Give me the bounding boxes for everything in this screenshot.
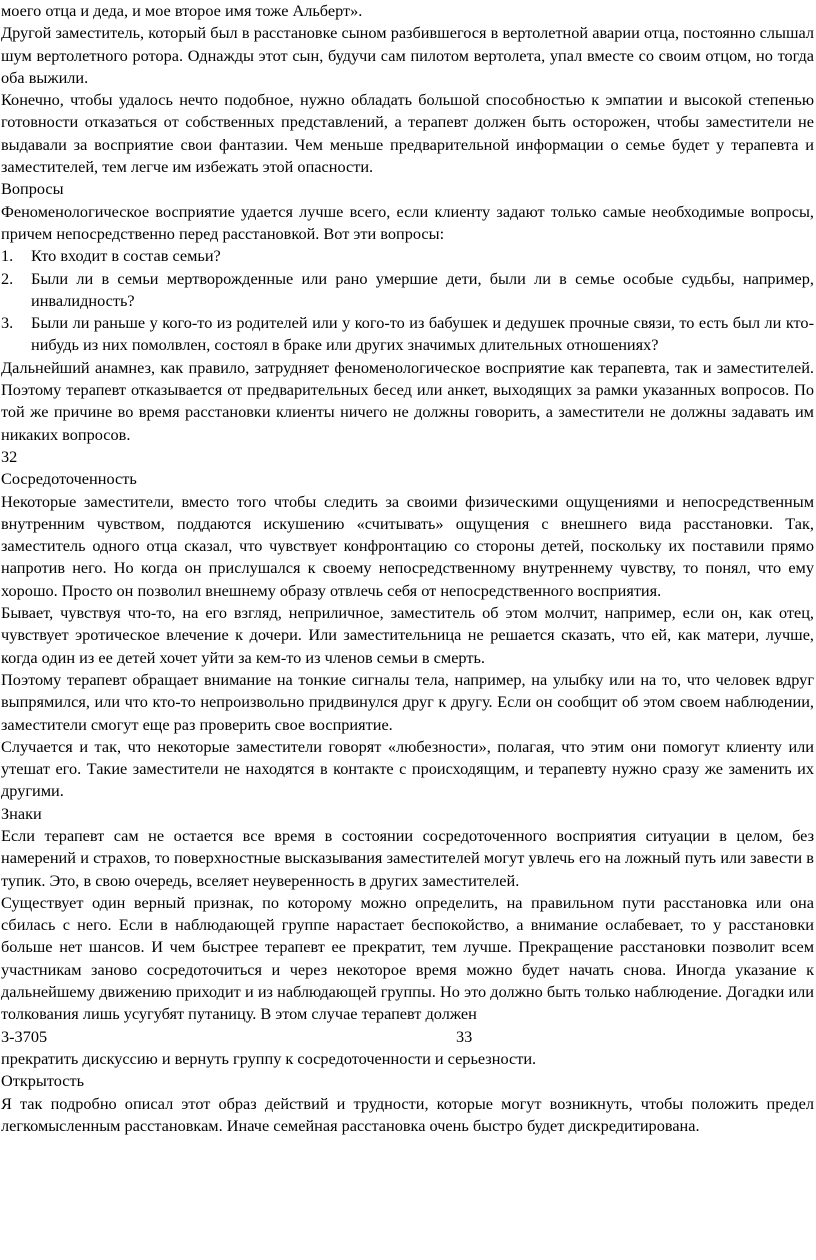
heading-openness: Открытость bbox=[1, 1071, 85, 1091]
heading-signs: Знаки bbox=[1, 803, 42, 823]
paragraph-anamnesis: Дальнейший анамнез, как правило, затрудняет феноменологическое восприятие как терапевта, так и заместителей. Поэтому терапевт отказывается от предварительных бесед или анкет, выходящих за рамки указанных вопросов. По той же причине во время расстановки клиенты ничего не должны говорить, а заместители не должны задавать им никаких вопросов. bbox=[1, 357, 814, 444]
document-page bbox=[1, 0, 814, 1137]
list-item bbox=[1, 245, 814, 267]
page-footer bbox=[1, 1026, 814, 1048]
paragraph-body-signals: Поэтому терапевт обращает внимание на тонкие сигналы тела, например, на улыбку или на то, что человек вдруг выпрямился, или что кто-то непроизвольно придвинулся друг к другу. Если он сообщит об этом своем наблюдении, заместители смогут еще раз проверить свое восприятие. bbox=[1, 669, 814, 734]
paragraph-openness: Я так подробно описал этот образ действий и трудности, которые могут возникнуть, чтобы положить предел легкомысленным расстановкам. Иначе семейная расстановка очень быстро будет дискредитирована. bbox=[1, 1093, 814, 1135]
paragraph-focused-perception: Если терапевт сам не остается все время в состоянии сосредоточенного восприятия ситуации в целом, без намерений и страхов, то поверхностные высказывания заместителей могут увлечь его на ложный путь или завести в тупик. Это, в свою очередь, вселяет неуверенность в других заместителей. bbox=[1, 825, 814, 890]
list-number: 1. bbox=[1, 246, 14, 266]
list-number: 3. bbox=[1, 313, 14, 333]
paragraph-questions-intro: Феноменологическое восприятие удается лучше всего, если клиенту задают только самые необходимые вопросы, причем непосредственно перед расстановкой. Вот эти вопросы: bbox=[1, 201, 814, 243]
paragraph-courtesies: Случается и так, что некоторые заместители говорят «любезности», полагая, что этим они помогут клиенту или утешат его. Такие заместители не находятся в контакте с происходящим, и терапевту нужно сразу же заменить их другими. bbox=[1, 736, 814, 801]
paragraph-empathy: Конечно, чтобы удалось нечто подобное, нужно обладать большой способностью к эмпатии и высокой степенью готовности отказаться от собственных представлений, а терапевт должен быть осторожен, чтобы заместители не выдавали за восприятие свои фантазии. Чем меньше предварительной информации о семье будет у терапевта и заместителей, тем легче им избежать этой опасности. bbox=[1, 90, 814, 177]
heading-questions: Вопросы bbox=[1, 179, 64, 199]
page-number: 32 bbox=[1, 446, 18, 466]
list-number: 2. bbox=[1, 268, 14, 288]
paragraph-helicopter: Другой заместитель, который был в расстановке сыном разбившегося в вертолетной аварии отца, постоянно слышал шум вертолетного ротора. Однажды этот сын, будучи сам пилотом вертолета, упал вместе со своим отцом, но тогда оба выжили. bbox=[1, 23, 814, 87]
list-item bbox=[1, 312, 814, 357]
signature-mark: 3-3705 bbox=[1, 1026, 48, 1046]
paragraph-true-sign: Существует один верный признак, по которому можно определить, на правильном пути расстановка или она сбилась с него. Если в наблюдающей группе нарастает беспокойство, а внимание ослабевает, то у расстановки больше нет шансов. И чем быстрее терапевт ее прекратит, тем лучше. Прекращение расстановки позволит всем участникам заново сосредоточиться и через некоторое время можно будет начать снова. Иногда указание к дальнейшему движению приходит и из наблюдающей группы. Но это должно быть только наблюдение. Догадки или толкования лишь усугубят путаницу. В этом случае терапевт должен bbox=[1, 892, 814, 1024]
paragraph-reading-sensations: Некоторые заместители, вместо того чтобы следить за своими физическими ощущениями и непосредственным внутренним чувством, поддаются искушению «считывать» ощущения с внешнего вида расстановки. Так, заместитель одного отца сказал, что чувствует конфронтацию со стороны детей, поскольку их поставили прямо напротив него. Но когда он прислушался к своему непосредственному внутреннему чувству, то понял, что ему хорошо. Просто он позволил внешнему образу отвлечь себя от непосредственного восприятия. bbox=[1, 491, 814, 600]
paragraph-albert: моего отца и деда, и мое второе имя тоже Альберт». bbox=[1, 1, 363, 20]
paragraph-silence: Бывает, чувствуя что-то, на его взгляд, неприличное, заместитель об этом молчит, например, если он, как отец, чувствует эротическое влечение к дочери. Или заместительница не решается сказать, что ей, как матери, лучше, когда один из ее детей хочет уйти за кем-то из членов семьи в смерть. bbox=[1, 603, 814, 667]
list-text: Кто входит в состав семьи? bbox=[31, 246, 221, 266]
list-text: Были ли в семьи мертворожденные или рано умершие дети, были ли в семье особые судьбы, например, инвалидность? bbox=[31, 268, 814, 310]
paragraph-stop-discussion: прекратить дискуссию и вернуть группу к сосредоточенности и серьезности. bbox=[1, 1048, 537, 1068]
page-number: 33 bbox=[456, 1026, 473, 1046]
list-text: Были ли раньше у кого-то из родителей или у кого-то из бабушек и дедушек прочные связи, то есть был ли кто-нибудь из них помолвлен, состоял в браке или других значимых длительных отношениях? bbox=[31, 313, 814, 355]
heading-focus: Сосредоточенность bbox=[1, 469, 137, 489]
list-item bbox=[1, 268, 814, 313]
